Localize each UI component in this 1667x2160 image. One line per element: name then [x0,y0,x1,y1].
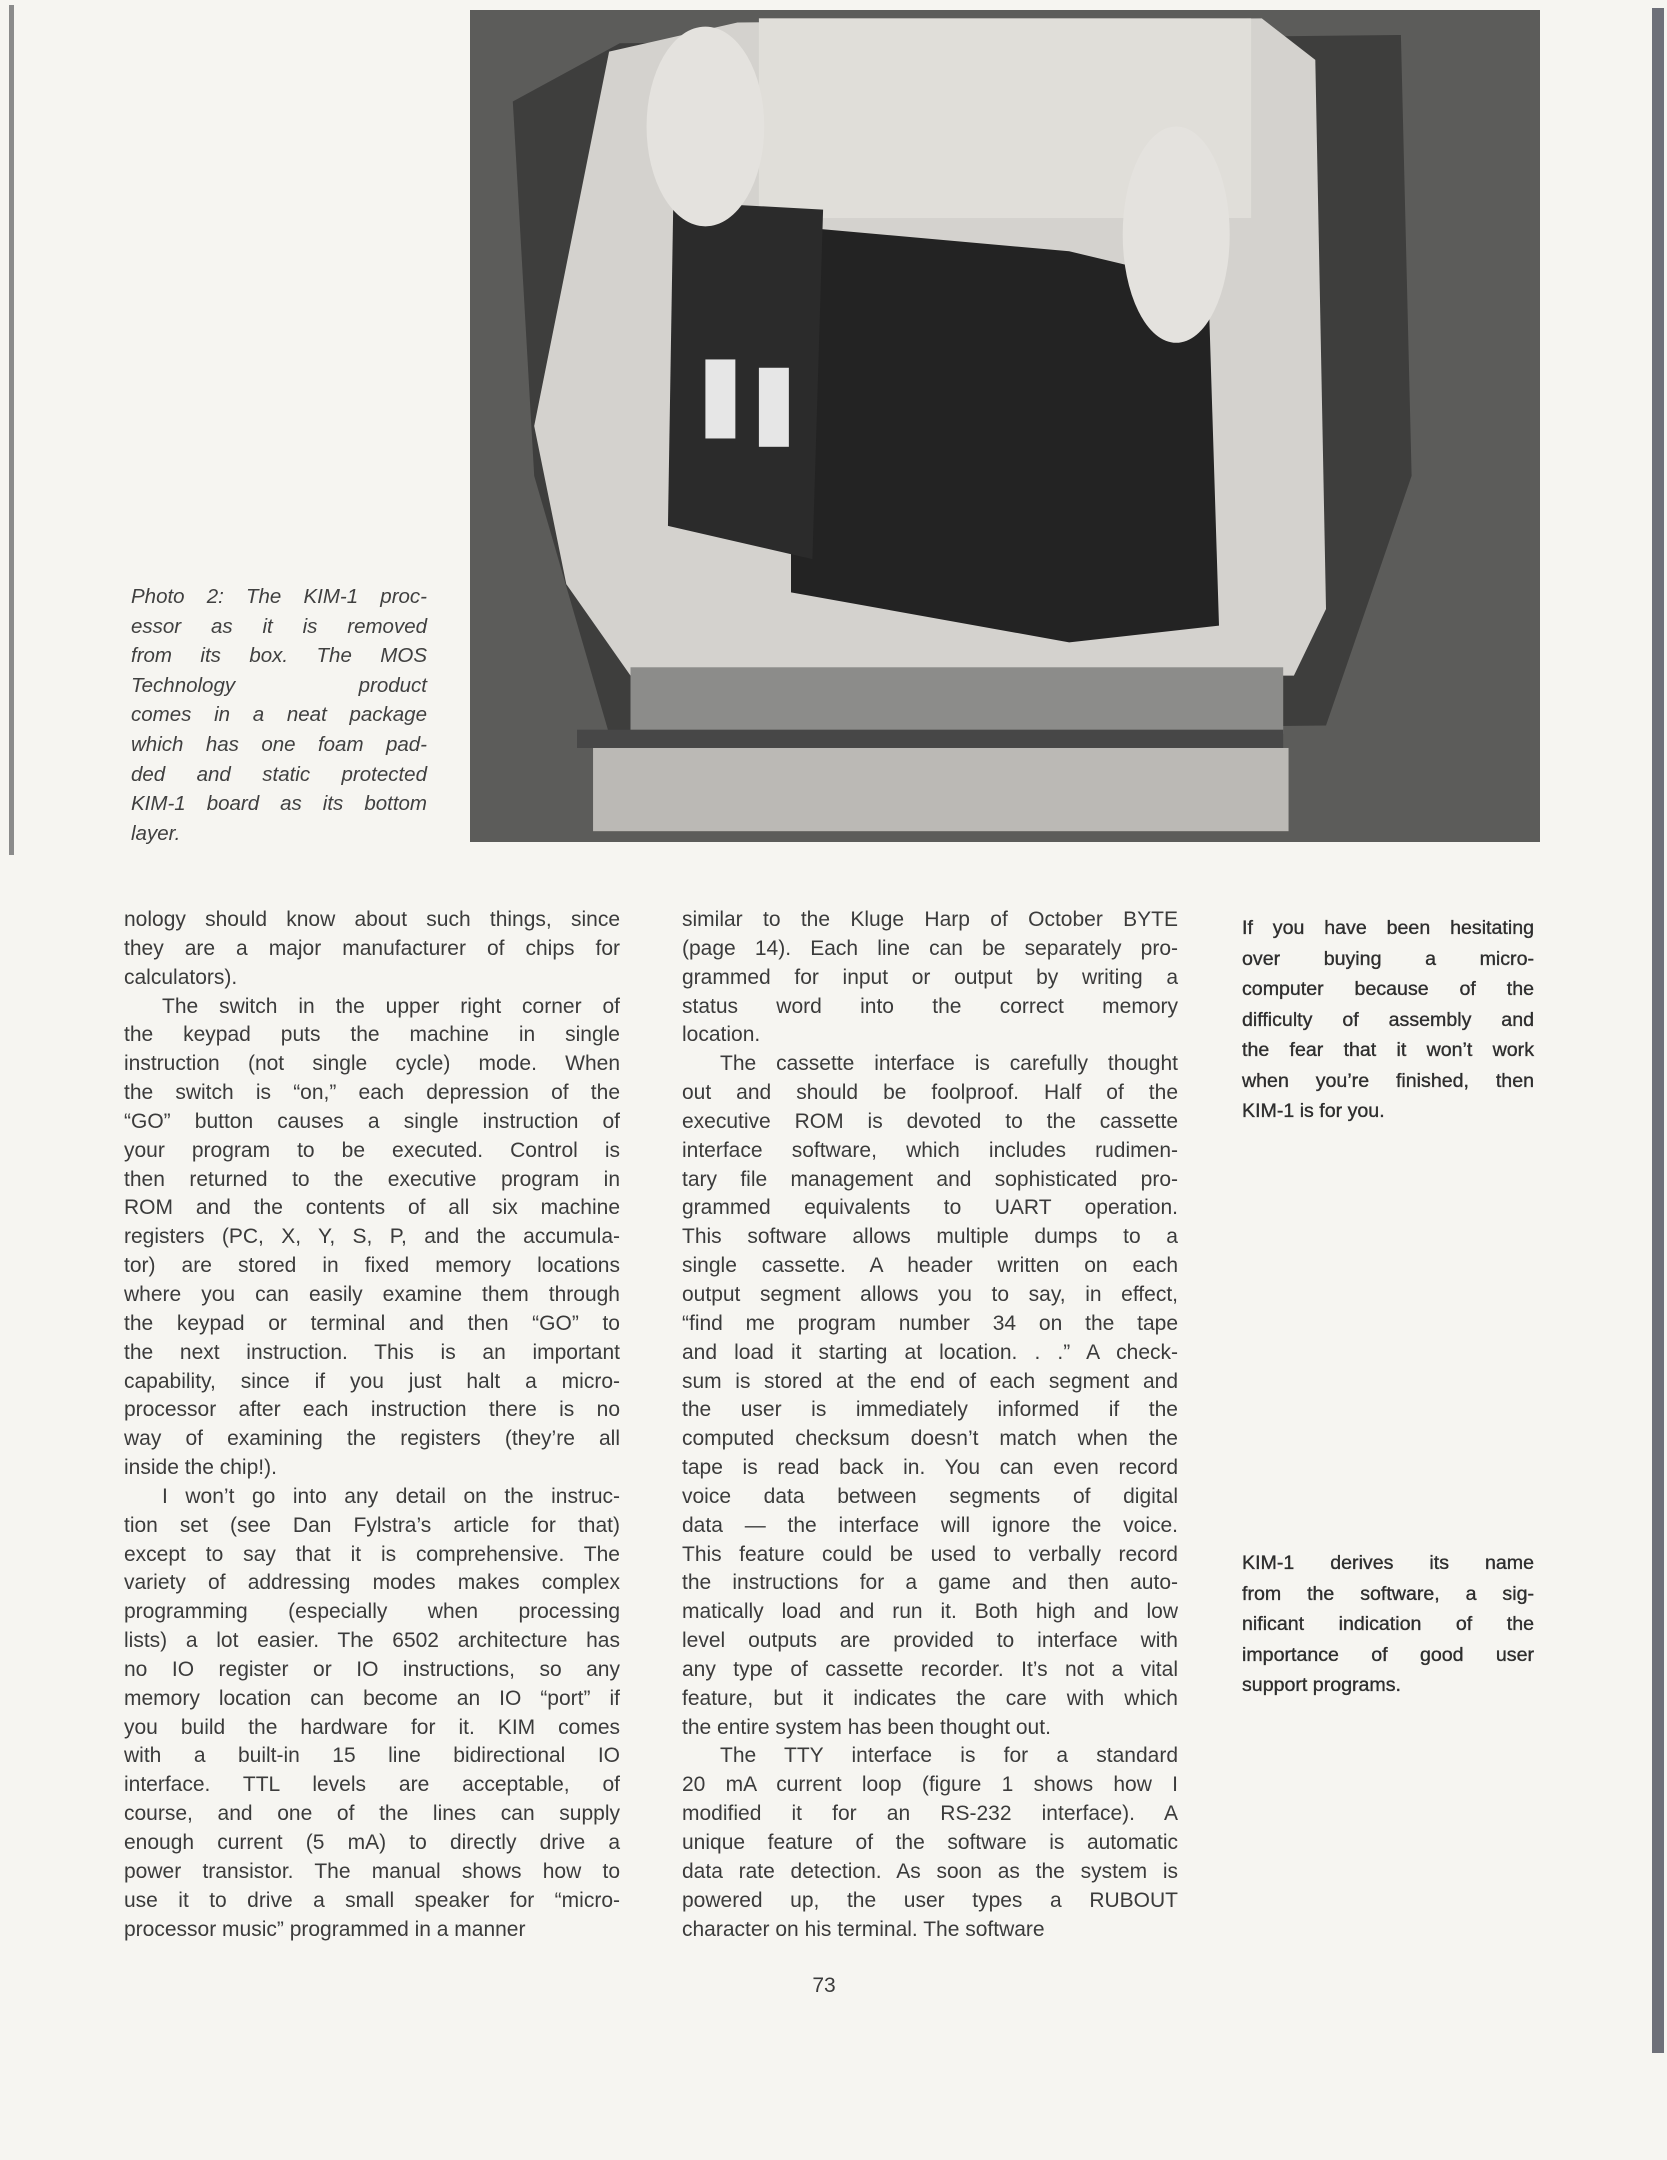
text-line: (page 14). Each line can be separately pro- [682,936,1178,960]
text-line: you build the hardware for it. KIM comes [124,1715,620,1739]
text-line: modified it for an RS-232 interface). A [682,1802,1178,1826]
text-line: grammed equivalents to UART operation. [682,1196,1178,1220]
text-line: comes in a neat package [131,703,427,727]
paragraph [124,1483,620,1945]
text-line: the next instruction. This is an important [124,1340,620,1364]
text-line: calculators). [124,965,238,989]
text-line: the keypad or terminal and then “GO” to [124,1311,620,1335]
text-line: location. [682,1023,761,1047]
text-line: KIM-1 board as its bottom [131,792,427,816]
text-line: when you’re finished, then [1242,1069,1534,1092]
text-line: 20 mA current loop (figure 1 shows how I [682,1773,1178,1797]
text-line: except to say that it is comprehensive. The [124,1542,620,1566]
photo-caption [131,582,427,848]
article-column-2 [682,906,1178,1944]
pull-quote-2 [1242,1548,1534,1701]
left-margin-rule [9,5,14,855]
text-line: data rate detection. As soon as the system is [682,1859,1178,1883]
paragraph [682,1050,1178,1742]
text-line: over buying a micro- [1242,947,1534,970]
text-line: output segment allows you to say, in effect, [682,1282,1178,1306]
text-line: processor music” programmed in a manner [124,1917,526,1941]
text-line: voice data between segments of digital [682,1484,1178,1508]
text-line: ROM and the contents of all six machine [124,1196,620,1220]
paragraph [124,906,620,993]
text-line: data — the interface will ignore the voice. [682,1513,1178,1537]
text-line: support programs. [1242,1674,1401,1696]
board-chip [759,368,789,447]
text-line: character on his terminal. The software [682,1917,1045,1941]
box-flap-edge [577,730,1283,748]
text-line: computed checksum doesn’t match when the [682,1427,1178,1451]
text-line: and load it starting at location. . .” A check- [682,1340,1178,1364]
text-line: matically load and run it. Both high and low [682,1600,1178,1624]
text-line: inside the chip!). [124,1456,277,1480]
paragraph [682,906,1178,1050]
text-line: the switch is “on,” each depression of the [124,1081,620,1105]
box-flap [631,667,1284,734]
text-line: which has one foam pad- [131,732,427,756]
text-line: level outputs are provided to interface with [682,1629,1178,1653]
paragraph [1242,1548,1534,1701]
text-line: This software allows multiple dumps to a [682,1225,1178,1249]
text-line: essor as it is removed [131,614,427,638]
text-line: where you can easily examine them through [124,1282,620,1306]
left-hand [647,27,765,227]
text-line: If you have been hesitating [1242,917,1534,939]
text-line: the keypad puts the machine in single [124,1023,620,1047]
text-line: programming (especially when processing [124,1600,620,1624]
text-line: use it to drive a small speaker for “micro- [124,1888,620,1912]
text-line: nificant indication of the [1242,1613,1534,1635]
text-line: out and should be foolproof. Half of the [682,1081,1178,1105]
text-line: the entire system has been thought out. [682,1715,1051,1739]
photo-illustration [470,10,1540,842]
text-line: the instructions for a game and then auto- [682,1571,1178,1595]
paragraph [131,582,427,848]
text-line: unique feature of the software is automatic [682,1831,1178,1854]
text-line: importance of good user [1242,1643,1534,1666]
text-line: then returned to the executive program in [124,1167,620,1191]
text-line: capability, since if you just halt a micro- [124,1369,620,1393]
text-line: tape is read back in. You can even record [682,1456,1178,1480]
text-line: tion set (see Dan Fylstra’s article for that) [124,1513,620,1537]
text-line: interface. TTL levels are acceptable, of [124,1773,620,1797]
text-line: lists) a lot easier. The 6502 architecture has [124,1629,620,1653]
text-line: Technology product [131,673,427,697]
pull-quote-1 [1242,913,1534,1127]
text-line: nology should know about such things, since [124,908,620,931]
text-line: layer. [131,821,181,845]
text-line: powered up, the user types a RUBOUT [682,1888,1178,1912]
text-line: executive ROM is devoted to the cassette [682,1109,1178,1133]
text-line: similar to the Kluge Harp of October BYTE [682,908,1178,931]
text-line: no IO register or IO instructions, so any [124,1657,620,1681]
text-line: The TTY interface is for a standard [720,1744,1178,1768]
kim1-board [668,201,823,559]
text-line: power transistor. The manual shows how to [124,1859,620,1883]
text-line: This feature could be used to verbally record [682,1542,1178,1566]
text-line: memory location can become an IO “port” if [124,1686,620,1710]
paragraph [682,1742,1178,1944]
text-line: feature, but it indicates the care with which [682,1686,1178,1710]
article-column-1 [124,906,620,1944]
text-line: sum is stored at the end of each segment and [682,1369,1178,1393]
text-line: from the software, a sig- [1242,1582,1534,1605]
text-line: enough current (5 mA) to directly drive a [124,1831,620,1854]
right-hand [1123,126,1230,342]
text-line: The cassette interface is carefully thought [720,1052,1178,1076]
text-line: the user is immediately informed if the [682,1398,1178,1422]
text-line: variety of addressing modes makes complex [124,1571,620,1595]
text-line: way of examining the registers (they’re all [124,1427,620,1451]
text-line: instruction (not single cycle) mode. When [124,1052,620,1076]
text-line: The switch in the upper right corner of [162,994,620,1018]
text-line: status word into the correct memory [682,994,1178,1018]
text-line: difficulty of assembly and [1242,1008,1534,1031]
paragraph [124,993,620,1483]
text-line: grammed for input or output by writing a [682,965,1178,989]
text-line: course, and one of the lines can supply [124,1802,620,1826]
text-line: “find me program number 34 on the tape [682,1311,1178,1335]
text-line: I won’t go into any detail on the instruc- [162,1484,620,1508]
text-line: ded and static protected [131,762,427,786]
text-line: Photo 2: The KIM-1 proc- [131,585,427,608]
paragraph [1242,913,1534,1127]
right-edge-bar [1652,8,1664,2053]
text-line: single cassette. A header written on each [682,1254,1178,1278]
page-number: 73 [812,1974,836,1997]
text-line: KIM-1 is for you. [1242,1100,1385,1122]
text-line: tary file management and sophisticated pro- [682,1167,1178,1191]
text-line: interface software, which includes rudimen- [682,1138,1178,1162]
text-line: tor) are stored in fixed memory locations [124,1254,620,1278]
box-bottom-flap [593,748,1289,831]
text-line: any type of cassette recorder. It’s not a vital [682,1657,1178,1681]
text-line: they are a major manufacturer of chips for [124,936,620,960]
text-line: from its box. The MOS [131,644,427,668]
text-line: KIM-1 derives its name [1242,1552,1534,1574]
text-line: computer because of the [1242,978,1534,1000]
photo-kim1-unboxing [470,10,1540,842]
text-line: with a built-in 15 line bidirectional IO [124,1744,620,1768]
text-line: registers (PC, X, Y, S, P, and the accumula- [124,1225,620,1249]
text-line: the fear that it won’t work [1242,1039,1534,1061]
text-line: “GO” button causes a single instruction of [124,1109,620,1133]
board-chip [705,359,735,438]
text-line: your program to be executed. Control is [124,1138,620,1162]
text-line: processor after each instruction there is no [124,1398,620,1422]
